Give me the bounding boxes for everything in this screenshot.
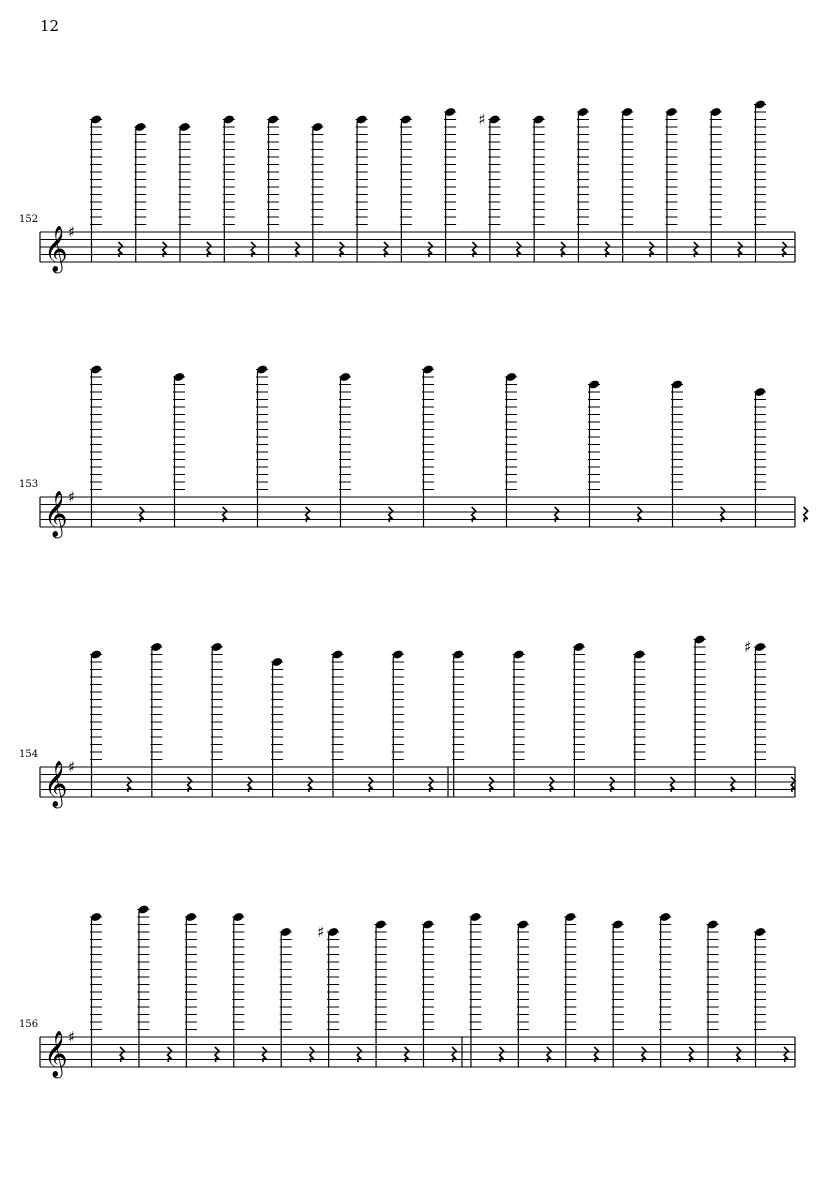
quarter-rest-icon (804, 507, 808, 522)
key-signature-sharp-icon: ♯ (68, 223, 76, 241)
sharp-accidental-icon: ♯ (478, 110, 486, 129)
sharp-accidental-icon: ♯ (744, 638, 752, 656)
staff-system (19, 99, 795, 274)
treble-clef-icon: 𝄞 (44, 1031, 68, 1077)
staff-system (19, 634, 795, 809)
key-signature-sharp-icon: ♯ (68, 1028, 76, 1046)
key-signature-sharp-icon: ♯ (68, 488, 76, 506)
key-signature-sharp-icon: ♯ (68, 758, 76, 776)
page-number: 12 (40, 17, 60, 35)
measure-number: 156 (19, 1019, 39, 1030)
staff-system (19, 364, 808, 539)
measure-number: 152 (19, 214, 39, 225)
staff-systems (19, 99, 808, 1079)
measure-number: 153 (19, 479, 39, 490)
staff-system (19, 904, 795, 1079)
treble-clef-icon: 𝄞 (44, 226, 68, 272)
treble-clef-icon: 𝄞 (44, 491, 68, 537)
treble-clef-icon: 𝄞 (44, 761, 68, 807)
measure-number: 154 (19, 749, 39, 760)
sharp-accidental-icon: ♯ (317, 923, 325, 941)
